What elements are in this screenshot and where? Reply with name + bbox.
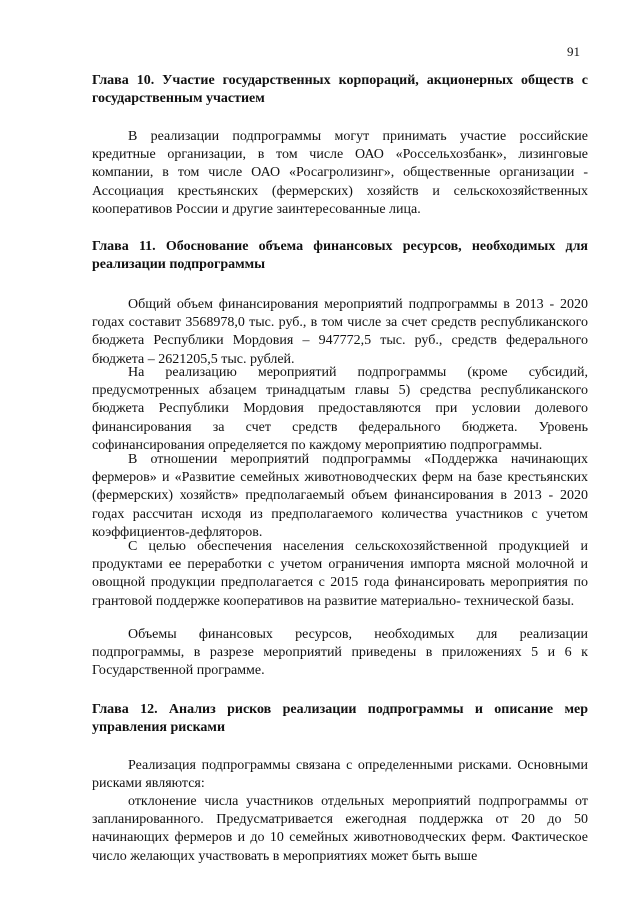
chapter-10-heading: Глава 10. Участие государственных корпораций, акционерных обществ с государственным участием: [92, 73, 588, 106]
chapter-11-paragraph-1: Общий объем финансирования мероприятий подпрограммы в 2013 - 2020 годах составит 3568978,0 тыс. руб., в том числе за счет средств республиканского бюджета Республики Мордовия – 947772,5 тыс. руб., средств федерального бюджета – 2621205,5 тыс. рублей.: [92, 297, 588, 367]
chapter-11-paragraph-3: В отношении мероприятий подпрограммы «Поддержка начинающих фермеров» и «Развитие семейных животноводческих ферм на базе крестьянских (фермерских) хозяйств» предполагаемый объем финансирования в 2013 - 2020 годах рассчитан исходя из предполагаемого количества участников с учетом коэффициентов-дефляторов.: [92, 452, 588, 540]
chapter-11-paragraph-4: С целью обеспечения населения сельскохозяйственной продукцией и продуктами ее переработки с учетом ограничения импорта мясной молочной и овощной продукции предполагается с 2015 года финансировать мероприятия по грантовой поддержке кооперативов на развитие материально- технической базы.: [92, 539, 588, 609]
chapter-12-paragraph-2: отклонение числа участников отдельных мероприятий подпрограммы от запланированного. Предусматривается ежегодная поддержка от 20 до 50 начинающих фермеров и до 10 семейных животноводческих ферм. Фактическое число желающих участвовать в мероприятиях может быть выше: [92, 794, 588, 864]
chapter-11-paragraph-2: На реализацию мероприятий подпрограммы (кроме субсидий, предусмотренных абзацем тринадцатым главы 5) средства республиканского бюджета Республики Мордовия предоставляются при условии долевого финансирования за счет средств федерального бюджета. Уровень софинансирования определяется по каждому мероприятию подпрограммы.: [92, 365, 588, 453]
page-number: 91: [567, 44, 580, 59]
chapter-12-heading: Глава 12. Анализ рисков реализации подпрограммы и описание мер управления рисками: [92, 702, 588, 735]
chapter-11-paragraph-5: Объемы финансовых ресурсов, необходимых для реализации подпрограммы, в разрезе мероприятий приведены в приложениях 5 и 6 к Государственной программе.: [92, 627, 588, 679]
chapter-12-paragraph-1: Реализация подпрограммы связана с определенными рисками. Основными рисками являются:: [92, 758, 588, 792]
chapter-10-paragraph-1: В реализации подпрограммы могут принимать участие российские кредитные организации, в том числе ОАО «Россельхозбанк», лизинговые компании, в том числе ОАО «Росагролизинг», общественные организации - Ассоциация крестьянских (фермерских) хозяйств и сельскохозяйственных кооперативов России и другие заинтересованные лица.: [92, 129, 588, 217]
chapter-11-heading: Глава 11. Обоснование объема финансовых ресурсов, необходимых для реализации подпрограммы: [92, 239, 588, 272]
